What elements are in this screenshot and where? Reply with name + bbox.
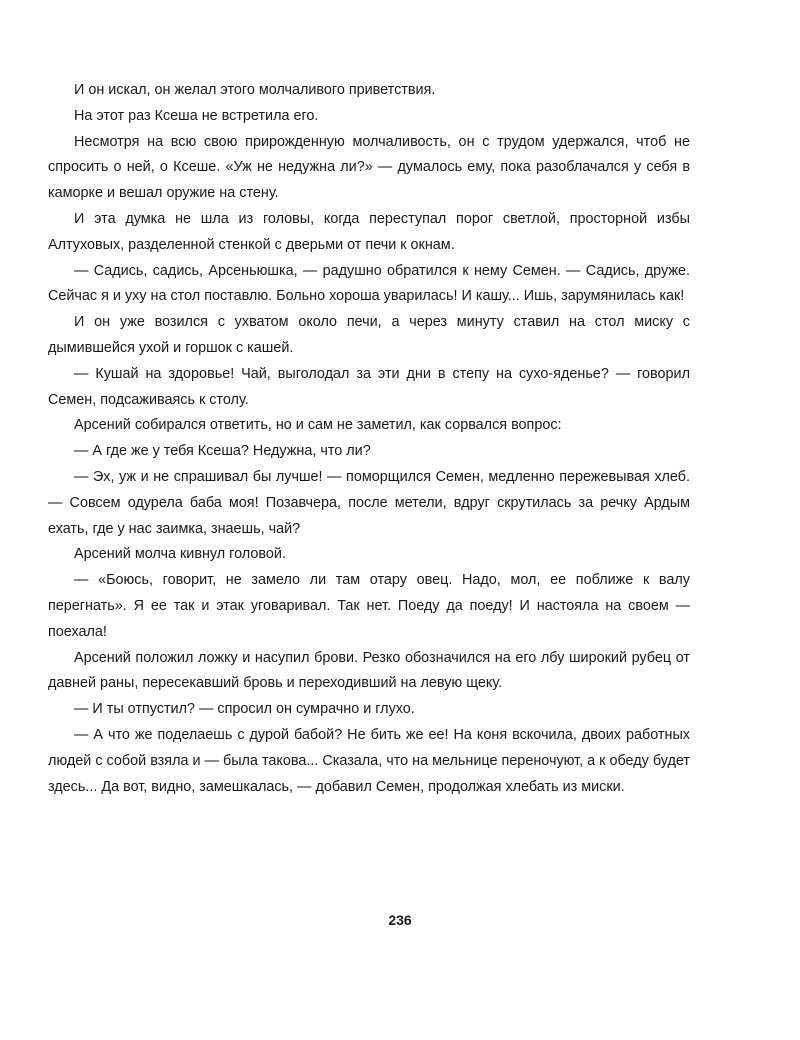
paragraph-3: Несмотря на всю свою прирожденную молчаливость, он с трудом удержался, чтоб не спросить о ней, о Ксеше. «Уж не недужна ли?» — думалось ему, пока разоблачался у себя в каморке и вешал оружие на стену. [48,133,690,202]
paragraph-12: — «Боюсь, говорит, не замело ли там отару овец. Надо, мол, ее поближе к валу перегнать». Я ее так и этак уговаривал. Так нет. Поеду да поеду! И настояла на своем — поехала! [48,572,690,640]
paragraph-11: Арсений молча кивнул головой. [74,546,286,563]
paragraph-9: — А где же у тебя Ксеша? Недужна, что ли? [74,443,371,460]
paragraph-6: И он уже возился с ухватом около печи, а через минуту ставил на стол миску с дымившейся ухой и горшок с кашей. [48,314,690,356]
paragraph-2: На этот раз Ксеша не встретила его. [74,107,319,124]
paragraph-13: Арсений положил ложку и насупил брови. Резко обозначился на его лбу широкий рубец от давней раны, пересекавший бровь и переходивший на левую щеку. [48,649,690,692]
paragraph-15: — А что же поделаешь с дурой бабой? Не бить же ее! На коня вскочила, двоих работных людей с собой взяла и — была такова... Сказала, что на мельнице переночуют, а к обеду будет здесь... Да вот, видно, замешкалась, — добавил Семен, продолжая хлебать из миски. [48,726,690,795]
page-number: 236 [388,912,412,928]
paragraph-7: — Кушай на здоровье! Чай, выголодал за эти дни в степу на сухо-яденье? — говорил Семен, подсаживаясь к столу. [48,365,690,408]
paragraph-4: И эта думка не шла из головы, когда переступал порог светлой, просторной избы Алтуховых, разделенной стенкой с дверьми от печи к окнам. [48,210,690,253]
paragraph-1: И он искал, он желал этого молчаливого приветствия. [74,82,436,98]
paragraph-14: — И ты отпустил? — спросил он сумрачно и глухо. [74,701,415,718]
paragraph-10: — Эх, уж и не спрашивал бы лучше! — поморщился Семен, медленно пережевывая хлеб. — Совсем одурела баба моя! Позавчера, после метели, вдруг скрутилась за речку Ардым ехать, где у нас заимка, знаешь, чай? [48,468,690,537]
paragraph-8: Арсений собирался ответить, но и сам не заметил, как сорвался вопрос: [74,417,562,434]
page-body [48,78,690,800]
paragraph-5: — Садись, садись, Арсеньюшка, — радушно обратился к нему Семен. — Садись, друже. Сейчас я и уху на стол поставлю. Больно хороша уварилась! И кашу... Ишь, зарумянилась как! [48,262,690,305]
